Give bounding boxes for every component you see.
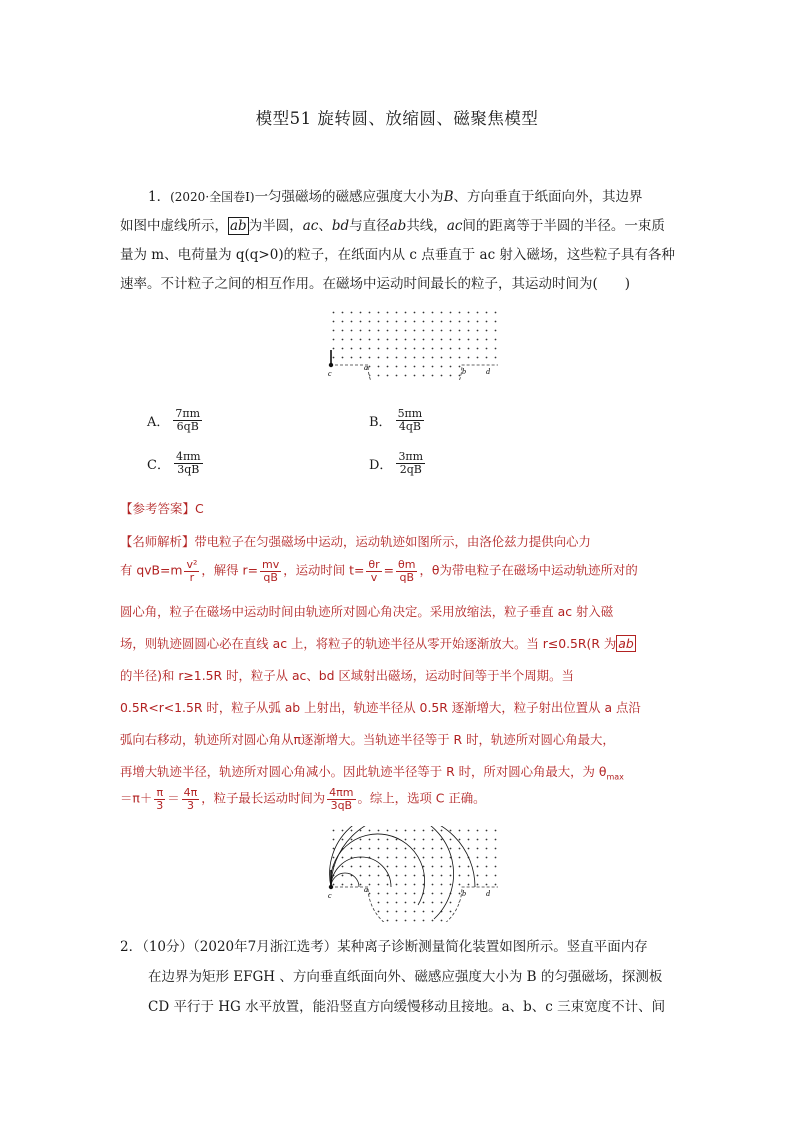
- option-a[interactable]: A． $\frac{7\pi m}{6qB}$: [147, 407, 201, 433]
- option-c[interactable]: C． $\frac{4\pi m}{3qB}$: [147, 450, 201, 476]
- figure-2-trajectories: [320, 826, 505, 922]
- question-1-line-1: 1．(2020·全国卷Ⅰ)一匀强磁场的磁感应强度大小为B、方向垂直于纸面向外，其边界: [148, 189, 643, 205]
- figure-1-magnetic-field: [320, 308, 505, 380]
- analysis-line-1: 【名师解析】带电粒子在匀强磁场中运动，运动轨迹如图所示，由洛伦兹力提供向心力: [120, 534, 591, 549]
- label-b-2: b: [462, 889, 466, 898]
- analysis-line-8: 再增大轨迹半径，轨迹所对圆心角减小。因此轨迹半径等于 R 时，所对圆心角最大，为 $\theta_{max}$: [120, 764, 624, 782]
- label-b: b: [462, 367, 466, 376]
- question-2-line-1: 2．（10分）（2020年7月浙江选考）某种离子诊断测量简化装置如图所示。竖直平面内存: [120, 939, 648, 955]
- analysis-line-9: ＝π＋ $\frac{\pi}{3}$ ＝ $\frac{4\pi}{3}$ ，粒子最长运动时间为 $\frac{4\pi m}{3qB}$ 。综上，选项 C 正确。: [120, 786, 486, 812]
- question-1-line-2: 如图中虚线所示， ab 为半圆，ac、bd与直径ab共线，ac间的距离等于半圆的半径。一束质: [120, 218, 665, 234]
- option-d[interactable]: D． $\frac{3\pi m}{2qB}$: [369, 450, 424, 476]
- analysis-line-6: 0.5R<r<1.5R 时，粒子从弧 ab 上射出，轨迹半径从 0.5R 逐渐增大，粒子射出位置从 a 点沿: [120, 700, 641, 715]
- analysis-line-2: 有 qvB=m $\frac{\text{v²}}{r}$ ，解得 r= $\frac{mv}{qB}$ ，运动时间 t= $\frac{\theta r}{v}$ = $\frac{\theta m}{qB}$ ，θ为带电粒子在磁场中运动轨迹所对的: [120, 558, 638, 584]
- analysis-line-4: 场，则轨迹圆圆心必在直线 ac 上，将粒子的轨迹半径从零开始逐渐放大。当 r≤0.5R(R 为 ab: [120, 636, 634, 651]
- label-d: d: [486, 367, 490, 376]
- question-1-line-3: 量为 m、电荷量为 q(q>0)的粒子，在纸面内从 c 点垂直于 ac 射入磁场，这些粒子具有各种: [120, 247, 675, 263]
- analysis-line-5: 的半径)和 r≥1.5R 时，粒子从 ac、bd 区域射出磁场，运动时间等于半个周期。当: [120, 668, 574, 683]
- analysis-line-3: 圆心角，粒子在磁场中运动时间由轨迹所对圆心角决定。采用放缩法，粒子垂直 ac 射入磁: [120, 604, 614, 619]
- label-d-2: d: [486, 889, 490, 898]
- page-title: 模型51 旋转圆、放缩圆、磁聚焦模型: [255, 109, 539, 128]
- label-c-2: c: [328, 891, 332, 900]
- question-2-line-3: CD 平行于 HG 水平放置，能沿竖直方向缓慢移动且接地。a、b、c 三束宽度不计、间: [148, 999, 666, 1015]
- question-2-line-2: 在边界为矩形 EFGH 、方向垂直纸面向外、磁感应强度大小为 B 的匀强磁场，探测板: [148, 969, 663, 985]
- arc-ab-symbol: ab: [230, 218, 247, 234]
- answer-line: 【参考答案】C: [120, 501, 204, 516]
- analysis-line-7: 弧向右移动，轨迹所对圆心角从π逐渐增大。当轨迹半径等于 R 时，轨迹所对圆心角最大，: [120, 732, 615, 747]
- label-a-2: a: [364, 885, 368, 894]
- label-c: c: [328, 369, 332, 378]
- option-b[interactable]: B． $\frac{5\pi m}{4qB}$: [369, 407, 423, 433]
- question-1-line-4: 速率。不计粒子之间的相互作用。在磁场中运动时间最长的粒子，其运动时间为( ): [120, 276, 631, 292]
- label-a: a: [364, 363, 368, 372]
